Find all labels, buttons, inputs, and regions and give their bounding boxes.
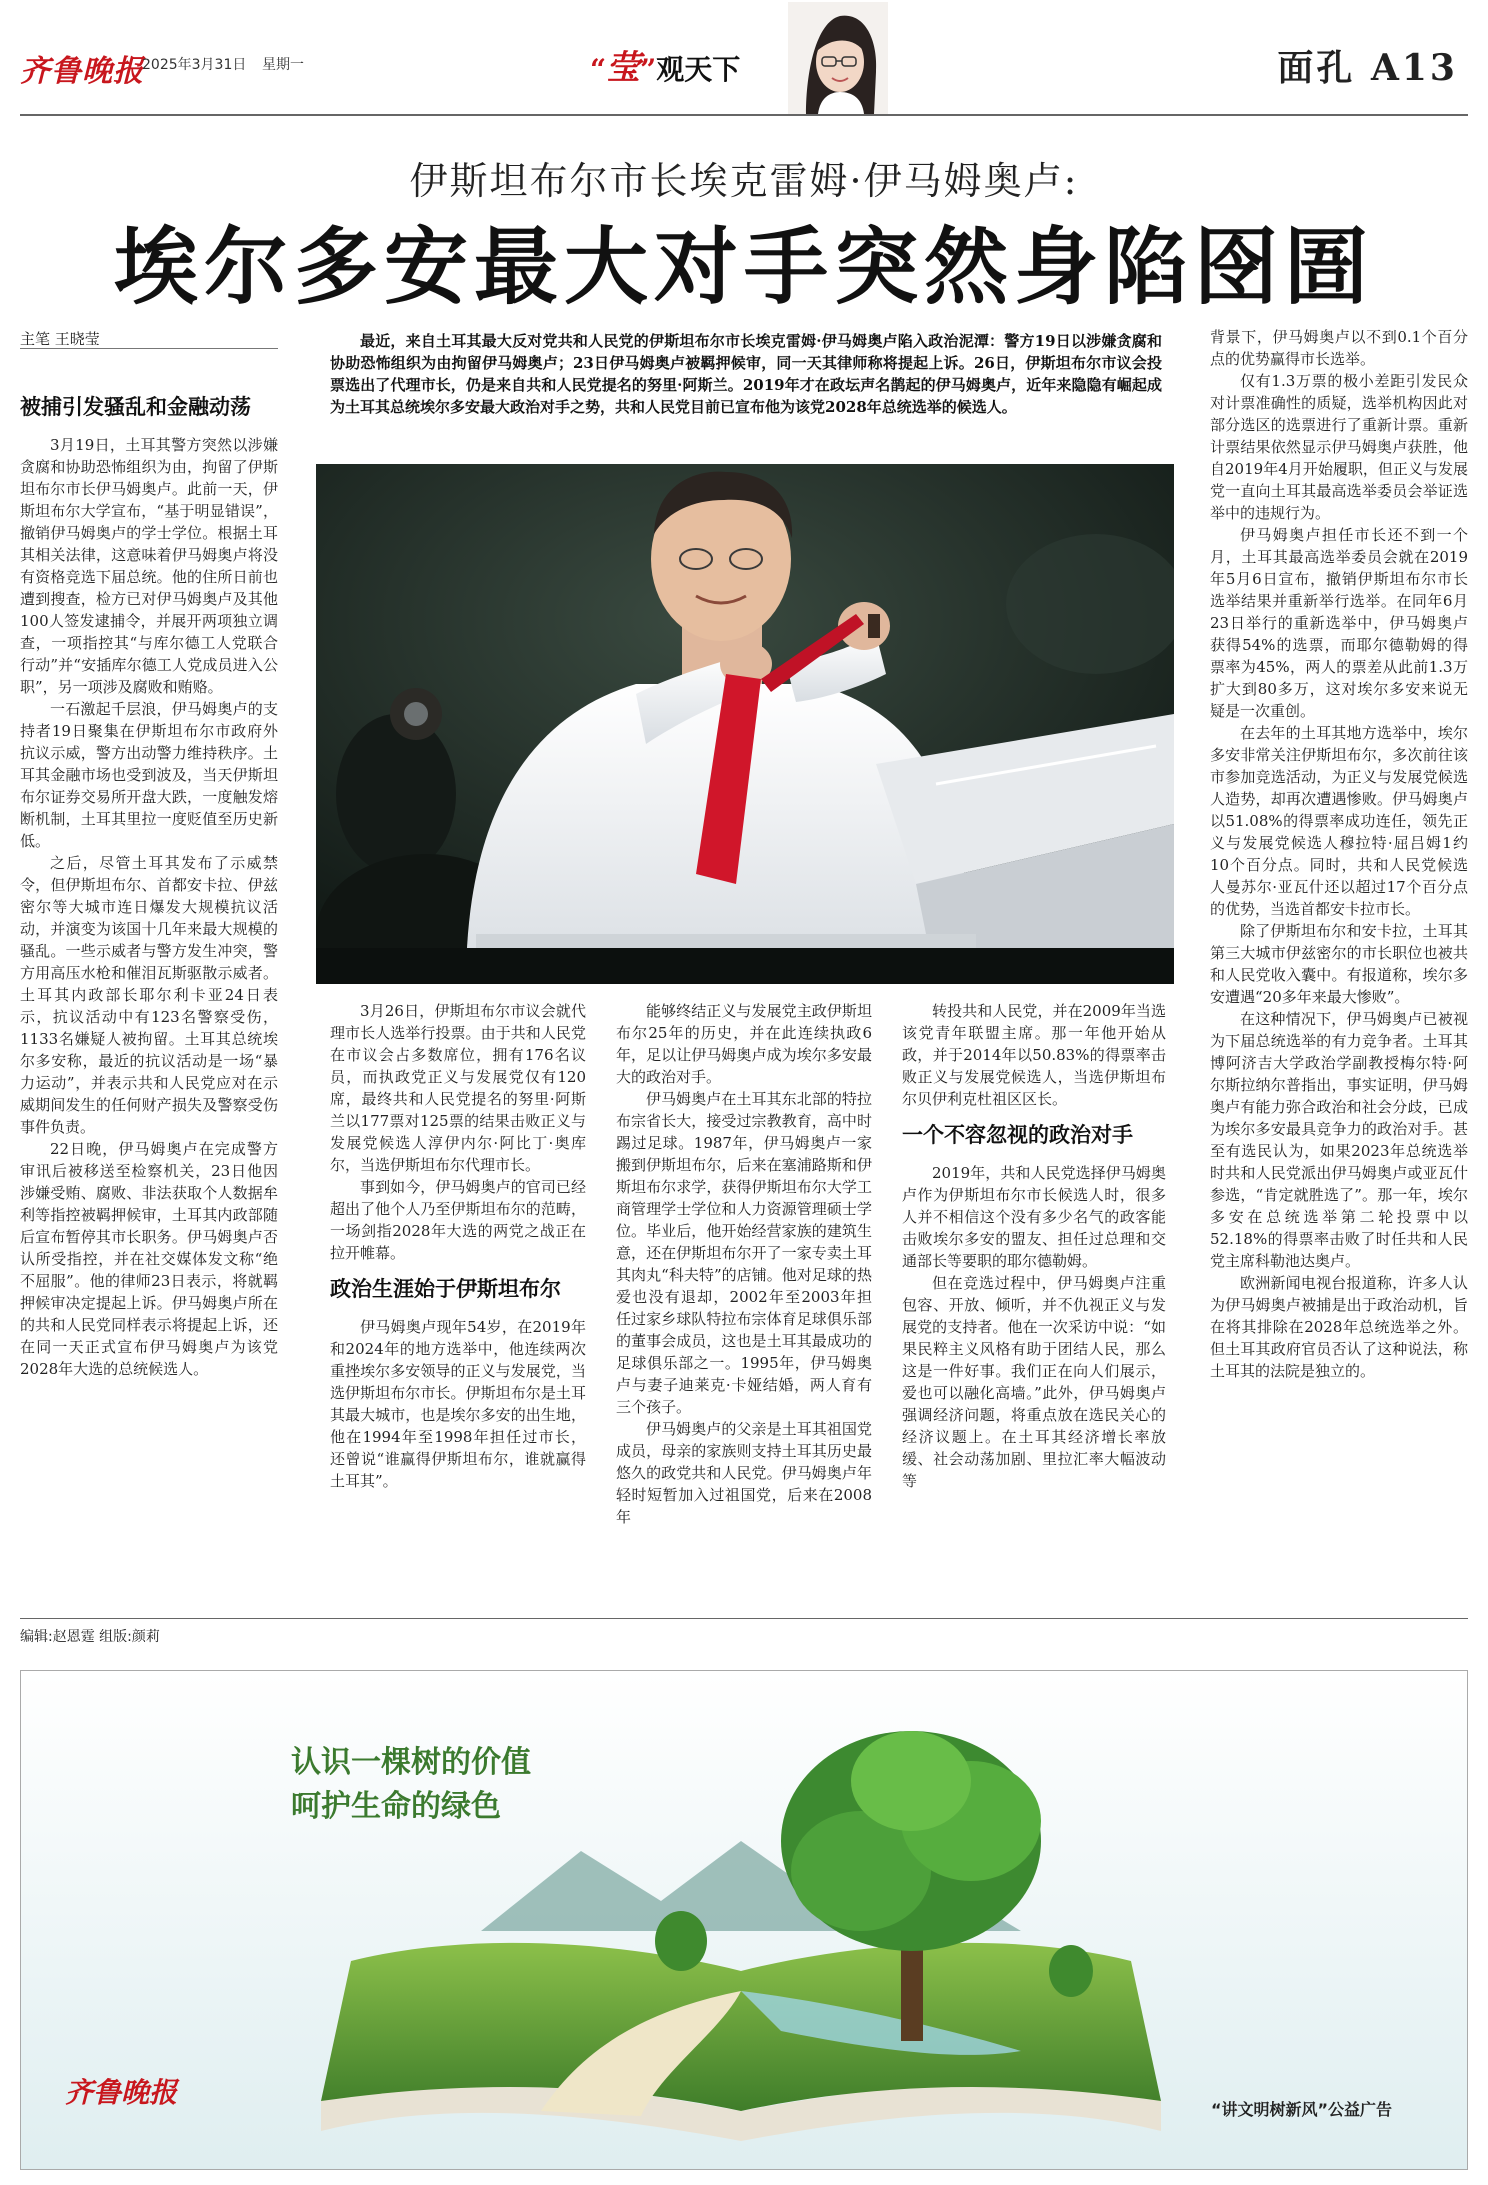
- paragraph: 之后，尽管土耳其发布了示威禁令，但伊斯坦布尔、首都安卡拉、伊兹密尔等大城市连日爆发大规模抗议活动，并演变为该国十几年来最大规模的骚乱。一些示威者与警方发生冲突，警方用高压水枪和催泪瓦斯驱散示威者。土耳其内政部长耶尔利卡亚24日表示，抗议活动中有123名警察受伤，1133名嫌疑人被拘留。土耳其总统埃尔多安称，最近的抗议活动是一场“暴力运动”，并表示共和人民党应对在示威期间发生的任何财产损失及警察受伤事件负责。: [20, 854, 278, 1136]
- header-divider: [20, 114, 1468, 116]
- editor-credit: 编辑:赵恩霆 组版:颜莉: [20, 1629, 160, 1645]
- ad-tagline: “讲文明树新风”公益广告: [1211, 2100, 1393, 2119]
- paragraph: 但在竞选过程中，伊马姆奥卢注重包容、开放、倾听，并不仇视正义与发展党的支持者。他在一次采访中说：“如果民粹主义风格有助于团结人民，那么这是一件好事。我们正在向人们展示，爱也可以融化高墙。”此外，伊马姆奥卢强调经济问题，将重点放在选民关心的经济议题上。在土耳其经济增长率放缓、社会动荡加剧、里拉汇率大幅波动等: [902, 1274, 1166, 1490]
- section-heading-2: 政治生涯始于伊斯坦布尔: [330, 1276, 561, 1301]
- text-column-2: [330, 1000, 586, 1612]
- newspaper-logo: 齐鲁晚报: [20, 54, 144, 89]
- paragraph: 仅有1.3万票的极小差距引发民众对计票准确性的质疑，选举机构因此对部分选区的选票进行了重新计票。重新计票结果依然显示伊马姆奥卢获胜，他自2019年4月开始履职，但正义与发展党一直向土耳其最高选举委员会举证选举中的违规行为。: [1210, 372, 1468, 522]
- article-photo: [316, 464, 1174, 984]
- paragraph: 伊马姆奥卢担任市长还不到一个月，土耳其最高选举委员会就在2019年5月6日宣布，撤销伊斯坦布尔市长选举结果并重新举行选举。在同年6月23日举行的重新选举中，伊马姆奥卢获得54%的选票，而耶尔德勒姆的得票率为45%，两人的票差从此前1.3万扩大到80多万，这对埃尔多安来说无疑是一次重创。: [1210, 526, 1468, 720]
- issue-date: 2025年3月31日: [142, 57, 247, 73]
- section-heading-3: 一个不容忽视的政治对手: [902, 1122, 1133, 1147]
- byline: 主笔 王晓莹: [20, 330, 100, 348]
- ad-slogan-line-2: 呵护生命的绿色: [291, 1789, 501, 1824]
- ad-illustration: [21, 1671, 1468, 2170]
- ad-slogan: [291, 1741, 531, 1829]
- text-column-1: [20, 392, 278, 1602]
- byline-divider: [20, 348, 278, 349]
- issue-weekday: 星期一: [262, 57, 304, 73]
- paragraph: 在去年的土耳其地方选举中，埃尔多安非常关注伊斯坦布尔，多次前往该市参加竞选活动，为正义与发展党候选人造势，却再次遭遇惨败。伊马姆奥卢以51.08%的得票率成功连任，领先正义与发展党候选人穆拉特·屈吕姆1约10个百分点。同时，共和人民党候选人曼苏尔·亚瓦什还以超过17个百分点的优势，当选首都安卡拉市长。: [1210, 724, 1468, 918]
- text-column-5: [1210, 326, 1468, 1612]
- columnist-portrait: [788, 2, 888, 114]
- ad-slogan-line-1: 认识一棵树的价值: [291, 1745, 531, 1780]
- paragraph: 2019年，共和人民党选择伊马姆奥卢作为伊斯坦布尔市长候选人时，很多人并不相信这个没有多少名气的政客能击败埃尔多安的盟友、担任过总理和交通部长等要职的耶尔德勒姆。: [902, 1164, 1166, 1270]
- footer-divider: [20, 1618, 1468, 1619]
- column-brand-char: 莹: [606, 48, 641, 88]
- paragraph: 伊马姆奥卢的父亲是土耳其祖国党成员，母亲的家族则支持土耳其历史最悠久的政党共和人民党。伊马姆奥卢年轻时短暂加入过祖国党，后来在2008年: [616, 1420, 872, 1526]
- paragraph: 伊马姆奥卢在土耳其东北部的特拉布宗省长大，接受过宗教教育，高中时踢过足球。1987年，伊马姆奥卢一家搬到伊斯坦布尔，后来在塞浦路斯和伊斯坦布尔求学，获得伊斯坦布尔大学工商管理学士学位和人力资源管理硕士学位。毕业后，他开始经营家族的建筑生意，还在伊斯坦布尔开了一家专卖土耳其肉丸“科夫特”的店铺。他对足球的热爱也没有退却，2002年至2003年担任过家乡球队特拉布宗体育足球俱乐部的董事会成员，这也是土耳其最成功的足球俱乐部之一。1995年，伊马姆奥卢与妻子迪莱克·卡娅结婚，两人育有三个孩子。: [616, 1090, 872, 1416]
- text-column-4: [902, 1000, 1166, 1612]
- column-brand-suffix: 观天下: [656, 53, 741, 86]
- headline-kicker: 伊斯坦布尔市长埃克雷姆·伊马姆奥卢:: [409, 159, 1079, 203]
- text-column-3: [616, 1000, 872, 1612]
- paragraph: 3月19日，土耳其警方突然以涉嫌贪腐和协助恐怖组织为由，拘留了伊斯坦布尔市长伊马姆奥卢。此前一天，伊斯坦布尔大学宣布，“基于明显错误”，撤销伊马姆奥卢的学士学位。根据土耳其相关法律，这意味着伊马姆奥卢将没有资格竞选下届总统。他的住所日前也遭到搜查，检方已对伊马姆奥卢及其他100人签发逮捕令，并展开两项独立调查，一项指控其“与库尔德工人党联合行动”并“安插库尔德工人党成员进入公职”，另一项涉及腐败和贿赂。: [20, 436, 278, 696]
- paragraph: 背景下，伊马姆奥卢以不到0.1个百分点的优势赢得市长选举。: [1210, 328, 1468, 368]
- paragraph: 伊马姆奥卢现年54岁，在2019年和2024年的地方选举中，他连续两次重挫埃尔多安领导的正义与发展党，当选伊斯坦布尔市长。伊斯坦布尔是土耳其最大城市，也是埃尔多安的出生地，他在1994年至1998年担任过市长，还曾说“谁赢得伊斯坦布尔，谁就赢得土耳其”。: [330, 1318, 586, 1490]
- article-lead: 最近，来自土耳其最大反对党共和人民党的伊斯坦布尔市长埃克雷姆·伊马姆奥卢陷入政治泥潭：警方19日以涉嫌贪腐和协助恐怖组织为由拘留伊马姆奥卢；23日伊马姆奥卢被羁押候审，同一天其律师称将提起上诉。26日，伊斯坦布尔市议会投票选出了代理市长，仍是来自共和人民党提名的努里·阿斯兰。2019年才在政坛声名鹊起的伊马姆奥卢，近年来隐隐有崛起成为土耳其总统埃尔多安最大政治对手之势，共和人民党目前已宣布他为该党2028年总统选举的候选人。: [330, 332, 1162, 416]
- paragraph: 22日晚，伊马姆奥卢在完成警方审讯后被移送至检察机关，23日他因涉嫌受贿、腐败、非法获取个人数据牟利等指控被羁押候审，土耳其内政部随后宣布暂停其市长职务。伊马姆奥卢否认所受指控，并在社交媒体发文称“绝不屈服”。他的律师23日表示，将就羁押候审决定提起上诉。伊马姆奥卢所在的共和人民党同样表示将提起上诉，还在同一天正式宣布伊马姆奥卢为该党2028年大选的总统候选人。: [20, 1140, 278, 1378]
- headline: 埃尔多安最大对手突然身陷囹圄: [113, 217, 1374, 316]
- public-service-ad: [20, 1670, 1468, 2170]
- paragraph: 在这种情况下，伊马姆奥卢已被视为下届总统选举的有力竞争者。土耳其博阿济吉大学政治学副教授梅尔特·阿尔斯拉纳尔普指出，事实证明，伊马姆奥卢有能力弥合政治和社会分歧，已成为埃尔多安最具竞争力的政治对手。甚至有选民认为，如果2023年总统选举时共和人民党派出伊马姆奥卢或亚瓦什参选，“肯定就胜选了”。那一年，埃尔多安在总统选举第二轮投票中以52.18%的得票率击败了时任共和人民党主席科勒池达奥卢。: [1210, 1010, 1468, 1270]
- paragraph: 欧洲新闻电视台报道称，许多人认为伊马姆奥卢被捕是出于政治动机，旨在将其排除在2028年总统选举之外。但土耳其政府官员否认了这种说法，称土耳其的法院是独立的。: [1210, 1274, 1468, 1380]
- column-brand: “莹”观天下: [590, 48, 741, 88]
- section-heading-1: 被捕引发骚乱和金融动荡: [20, 394, 251, 419]
- paragraph: 一石激起千层浪，伊马姆奥卢的支持者19日聚集在伊斯坦布尔市政府外抗议示威，警方出动警力维持秩序。土耳其金融市场也受到波及，当天伊斯坦布尔证券交易所开盘大跌，一度触发熔断机制，土耳其里拉一度贬值至历史新低。: [20, 700, 278, 850]
- section-label: 面孔 A13: [1277, 47, 1458, 89]
- imamoglu-photo-illustration: [316, 464, 1174, 984]
- ad-newspaper-logo: 齐鲁晚报: [65, 2076, 178, 2109]
- paragraph: 3月26日，伊斯坦布尔市议会就代理市长人选举行投票。由于共和人民党在市议会占多数席位，拥有176名议员，而执政党正义与发展党仅有120席，最终共和人民党提名的努里·阿斯兰以177票对125票的结果击败正义与发展党候选人淳伊内尔·阿比丁·奥库尔，当选伊斯坦布尔代理市长。: [330, 1002, 586, 1174]
- paragraph: 事到如今，伊马姆奥卢的官司已经超出了他个人乃至伊斯坦布尔的范畴，一场剑指2028年大选的两党之战正在拉开帷幕。: [330, 1178, 586, 1262]
- paragraph: 除了伊斯坦布尔和安卡拉，土耳其第三大城市伊兹密尔的市长职位也被共和人民党收入囊中。有报道称，埃尔多安遭遇“20多年来最大惨败”。: [1210, 922, 1468, 1006]
- paragraph: 转投共和人民党，并在2009年当选该党青年联盟主席。那一年他开始从政，并于2014年以50.83%的得票率击败正义与发展党候选人，当选伊斯坦布尔贝伊利克杜祖区区长。: [902, 1002, 1166, 1108]
- paragraph: 能够终结正义与发展党主政伊斯坦布尔25年的历史，并在此连续执政6年，足以让伊马姆奥卢成为埃尔多安最大的政治对手。: [616, 1002, 872, 1086]
